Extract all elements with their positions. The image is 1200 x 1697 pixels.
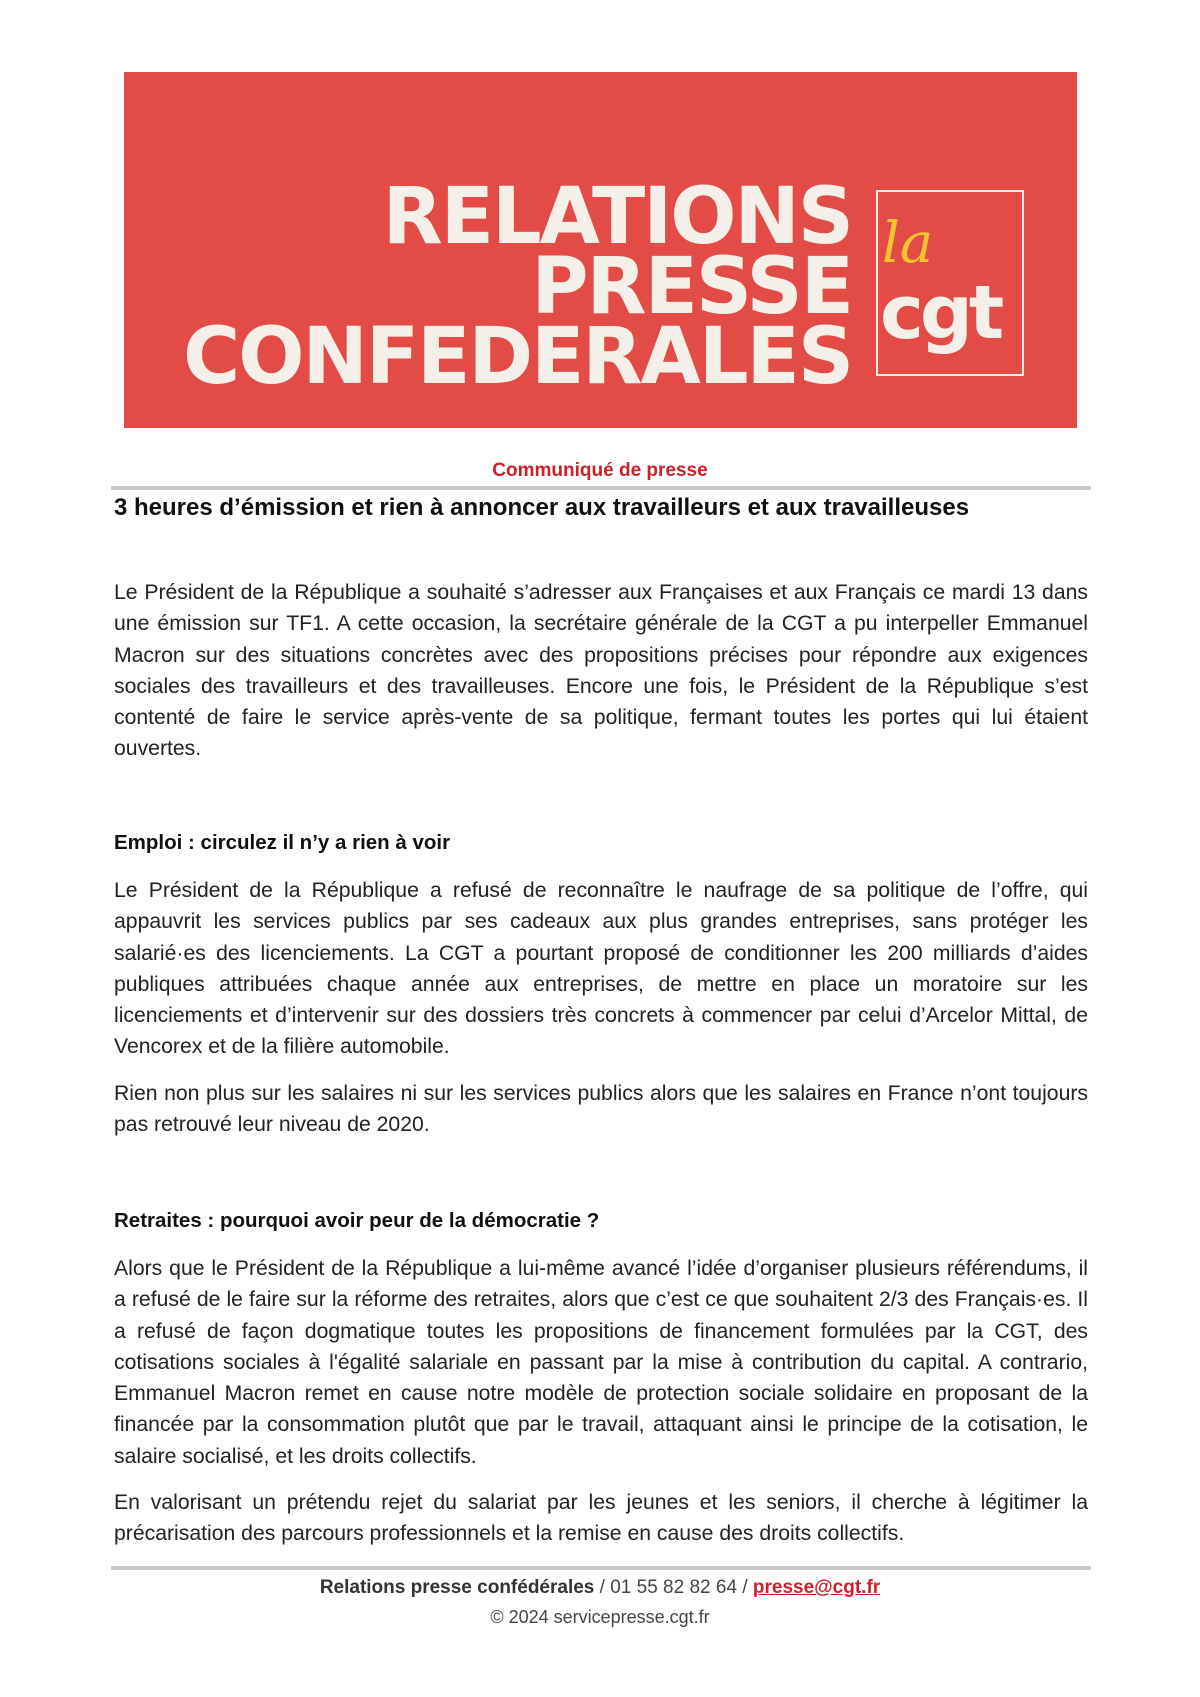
- footer-org: Relations presse confédérales: [319, 1577, 595, 1598]
- section-title-emploi: Emploi : circulez il n’y a rien à voir: [114, 831, 451, 854]
- section-body-emploi: Le Président de la République a refusé de reconnaître le naufrage de sa politique de l’offre, qui appauvrit les services publics par ses cadeaux aux plus grandes entreprises, sans protéger les salarié·es des licenciements. La CGT a pourtant proposé de conditionner les 200 milliards d’aides publiques attribuées chaque année aux entreprises, de mettre en place un moratoire sur les licenciements et d’intervenir sur des dossiers très concrets à commencer par celui d’Arcelor Mittal, de Vencorex et de la filière automobile. Rien non plus sur les salaires ni sur les services publics alors que les salaires en France n’ont toujours pas retrouvé leur niveau de 2020.: [114, 879, 1088, 1137]
- footer-sep: /: [599, 1577, 605, 1598]
- cgt-logo: [876, 190, 1024, 376]
- logo-text: cgt: [880, 270, 1001, 356]
- footer-divider: [111, 1566, 1091, 1570]
- footer-phone: 01 55 82 82 64: [610, 1577, 738, 1598]
- intro-paragraph: Le Président de la République a souhaité s’adresser aux Françaises et aux Français ce mardi 13 dans une émission sur TF1. A cette occasion, la secrétaire générale de la CGT a pu interpeller Emmanuel Macron sur des situations concrètes avec des propositions précises pour répondre aux exigences sociales des travailleurs et des travailleuses. Encore une fois, le Président de la République s’est contenté de faire le service après-vente de sa politique, fermant toutes les portes qui lui étaient ouvertes.: [114, 581, 1088, 761]
- banner-title: RELATIONS PRESSE CONFEDERALES: [182, 172, 852, 402]
- page-title: 3 heures d’émission et rien à annoncer aux travailleurs et aux travailleuses: [114, 494, 970, 521]
- footer-contact: [0, 1577, 1200, 1599]
- press-release-label: Communiqué de presse: [492, 460, 708, 481]
- logo-script: la: [882, 211, 934, 276]
- footer-sep: /: [742, 1577, 748, 1598]
- press-banner: [124, 72, 1077, 428]
- footer-copyright: © 2024 servicepresse.cgt.fr: [490, 1607, 710, 1627]
- top-divider: [111, 486, 1091, 490]
- footer-email-link[interactable]: presse@cgt.fr: [752, 1577, 881, 1598]
- section-title-retraites: Retraites : pourquoi avoir peur de la démocratie ?: [114, 1209, 600, 1232]
- section-body-retraites: Alors que le Président de la République a lui-même avancé l’idée d’organiser plusieurs référendums, il a refusé de le faire sur la réforme des retraites, alors que c’est ce que souhaitent 2/3 des Français·es. Il a refusé de façon dogmatique toutes les propositions de financement formulées par la CGT, des cotisations sociales à l'égalité salariale en passant par la mise à contribution du capital. A contrario, Emmanuel Macron remet en cause notre modèle de protection sociale solidaire en proposant de la financée par la consommation plutôt que par le travail, attaquant ainsi le principe de la cotisation, le salaire socialisé, et les droits collectifs. En valorisant un prétendu rejet du salariat par les jeunes et les seniors, il cherche à légitimer la précarisation des parcours professionnels et la remise en cause des droits collectifs.: [114, 1257, 1088, 1546]
